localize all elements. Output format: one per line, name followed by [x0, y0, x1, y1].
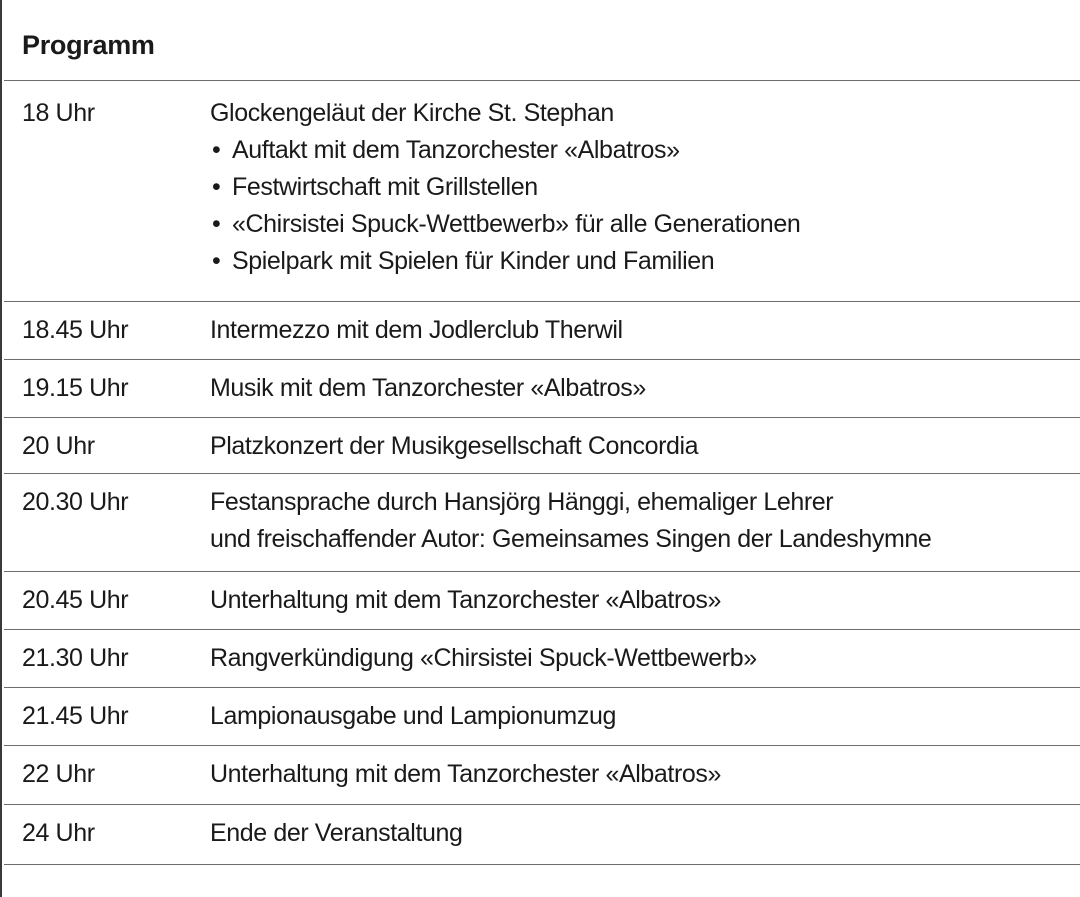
page-title: Programm [22, 30, 155, 60]
bullet-item: • Spielpark mit Spielen für Kinder und Familien [210, 243, 1080, 280]
schedule-table [4, 81, 1080, 865]
schedule-row [4, 805, 1080, 865]
row-time: 21.45 Uhr [22, 702, 129, 730]
row-time: 19.15 Uhr [22, 374, 129, 402]
row-time: 21.30 Uhr [22, 644, 129, 672]
schedule-row [4, 746, 1080, 805]
row-time: 20.45 Uhr [22, 586, 129, 614]
row-text-continued: und freischaffender Autor: Gemeinsames Singen der Landeshymne [210, 525, 932, 553]
bullet-list [210, 132, 1080, 280]
bullet-item: • «Chirsistei Spuck-Wettbewerb» für alle Generationen [210, 206, 1080, 243]
schedule-row [4, 630, 1080, 688]
row-time: 22 Uhr [22, 760, 95, 788]
row-description [194, 484, 1080, 571]
row-text: Festansprache durch Hansjörg Hänggi, ehemaliger Lehrer [210, 488, 834, 516]
row-description [194, 95, 1080, 301]
row-text: Intermezzo mit dem Jodlerclub Therwil [210, 316, 623, 344]
schedule-row [4, 360, 1080, 418]
schedule-row [4, 418, 1080, 474]
row-text: Glockengeläut der Kirche St. Stephan [210, 99, 614, 127]
row-text: Platzkonzert der Musikgesellschaft Concordia [210, 432, 699, 460]
row-time: 20 Uhr [22, 432, 95, 460]
row-time: 18 Uhr [22, 99, 95, 127]
bullet-item: • Festwirtschaft mit Grillstellen [210, 169, 1080, 206]
row-text: Lampionausgabe und Lampionumzug [210, 702, 616, 730]
row-text: Unterhaltung mit dem Tanzorchester «Albatros» [210, 586, 721, 614]
row-time: 20.30 Uhr [22, 488, 129, 516]
schedule-row [4, 81, 1080, 302]
schedule-row [4, 688, 1080, 746]
row-text: Unterhaltung mit dem Tanzorchester «Albatros» [210, 760, 721, 788]
row-time: 18.45 Uhr [22, 316, 129, 344]
schedule-row [4, 474, 1080, 572]
row-text: Ende der Veranstaltung [210, 819, 463, 847]
row-text: Rangverkündigung «Chirsistei Spuck-Wettbewerb» [210, 644, 757, 672]
schedule-row [4, 302, 1080, 360]
bullet-item: • Auftakt mit dem Tanzorchester «Albatros» [210, 132, 1080, 169]
schedule-row [4, 572, 1080, 630]
row-text: Musik mit dem Tanzorchester «Albatros» [210, 374, 646, 402]
row-time: 24 Uhr [22, 819, 95, 847]
